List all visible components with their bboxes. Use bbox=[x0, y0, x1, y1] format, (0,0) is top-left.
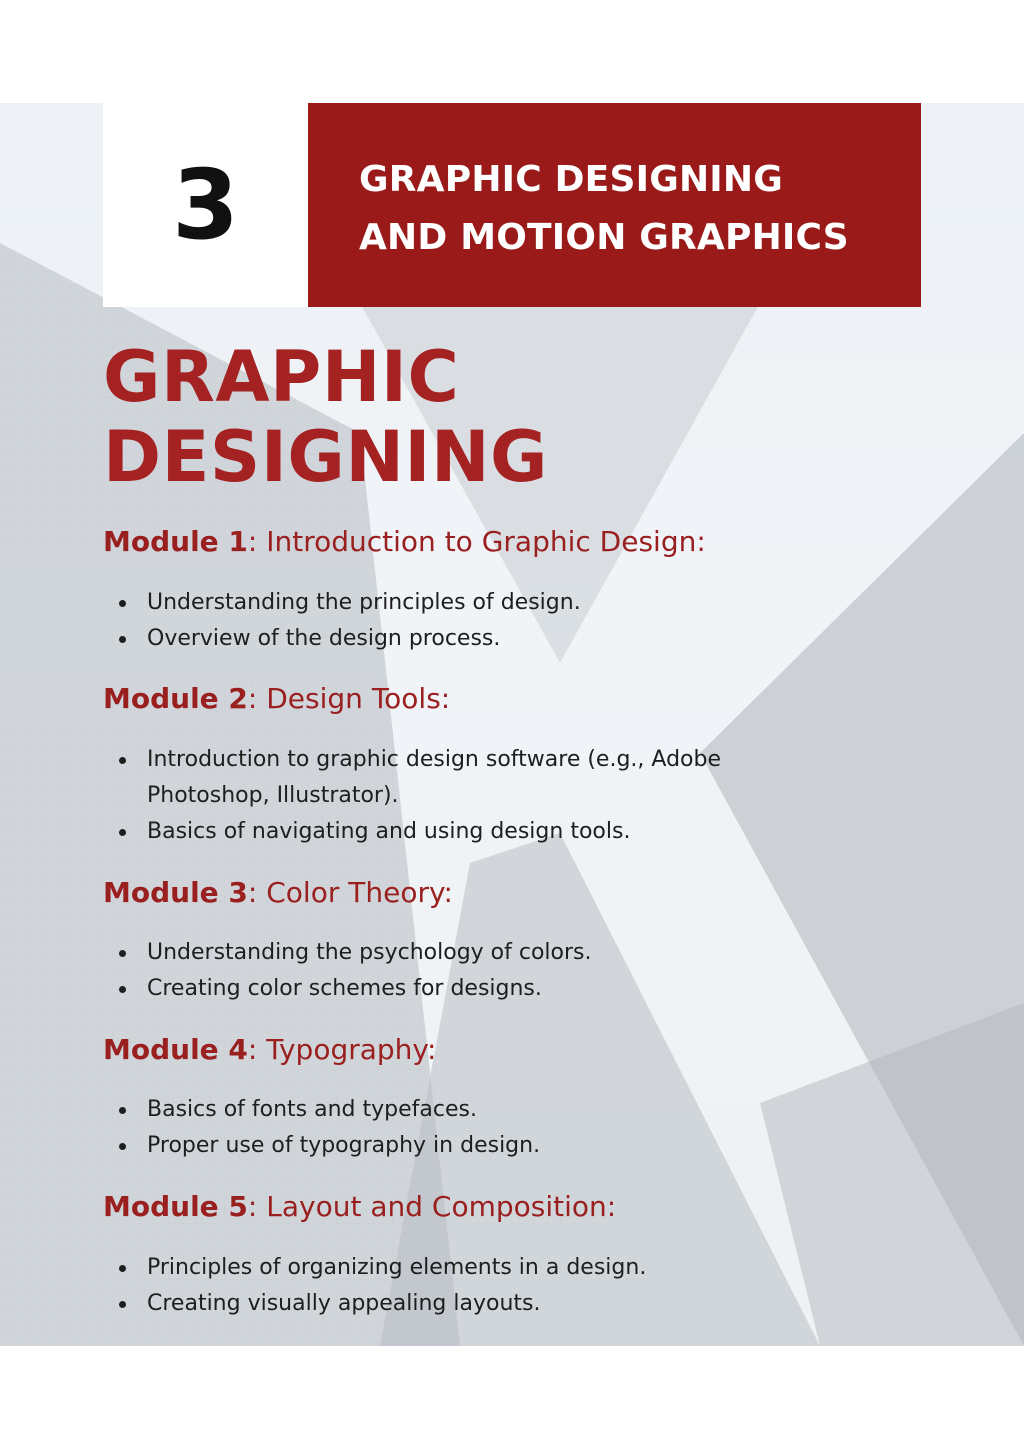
section-heading bbox=[103, 337, 823, 497]
section-heading-line-2: DESIGNING bbox=[103, 416, 549, 498]
list-item: Overview of the design process. bbox=[103, 621, 823, 657]
module-3-title bbox=[103, 875, 923, 911]
module-1-title bbox=[103, 524, 923, 560]
module-label: Module 1 bbox=[103, 525, 248, 558]
module-label: Module 5 bbox=[103, 1190, 248, 1223]
list-item: Principles of organizing elements in a design. bbox=[103, 1250, 823, 1286]
module-title-text: : Typography: bbox=[247, 1033, 437, 1066]
module-5-bullets bbox=[103, 1250, 823, 1322]
section-heading-line-1: GRAPHIC bbox=[103, 336, 460, 418]
list-item: Proper use of typography in design. bbox=[103, 1128, 823, 1164]
list-item: Basics of fonts and typefaces. bbox=[103, 1092, 823, 1128]
banner-line-2: AND MOTION GRAPHICS bbox=[359, 217, 849, 258]
list-item: Introduction to graphic design software (e.g., Adobe Photoshop, Illustrator). bbox=[103, 742, 823, 814]
chapter-number: 3 bbox=[172, 149, 239, 261]
list-item: Basics of navigating and using design tools. bbox=[103, 814, 823, 850]
module-label: Module 3 bbox=[103, 876, 248, 909]
list-item: Creating color schemes for designs. bbox=[103, 971, 823, 1007]
module-5-title bbox=[103, 1189, 923, 1225]
module-2-bullets bbox=[103, 742, 823, 850]
module-title-text: : Introduction to Graphic Design: bbox=[247, 525, 706, 558]
chapter-number-box bbox=[103, 103, 308, 307]
module-title-text: : Color Theory: bbox=[247, 876, 453, 909]
module-title-text: : Layout and Composition: bbox=[247, 1190, 617, 1223]
module-1-bullets bbox=[103, 585, 823, 657]
module-2-title bbox=[103, 681, 923, 717]
banner-line-1: GRAPHIC DESIGNING bbox=[359, 159, 783, 200]
module-4-bullets bbox=[103, 1092, 823, 1164]
list-item: Creating visually appealing layouts. bbox=[103, 1286, 823, 1322]
chapter-title-banner bbox=[308, 103, 921, 307]
module-label: Module 4 bbox=[103, 1033, 248, 1066]
module-title-text: : Design Tools: bbox=[247, 682, 451, 715]
list-item: Understanding the principles of design. bbox=[103, 585, 823, 621]
module-4-title bbox=[103, 1032, 923, 1068]
module-label: Module 2 bbox=[103, 682, 248, 715]
list-item: Understanding the psychology of colors. bbox=[103, 935, 823, 971]
module-3-bullets bbox=[103, 935, 823, 1007]
